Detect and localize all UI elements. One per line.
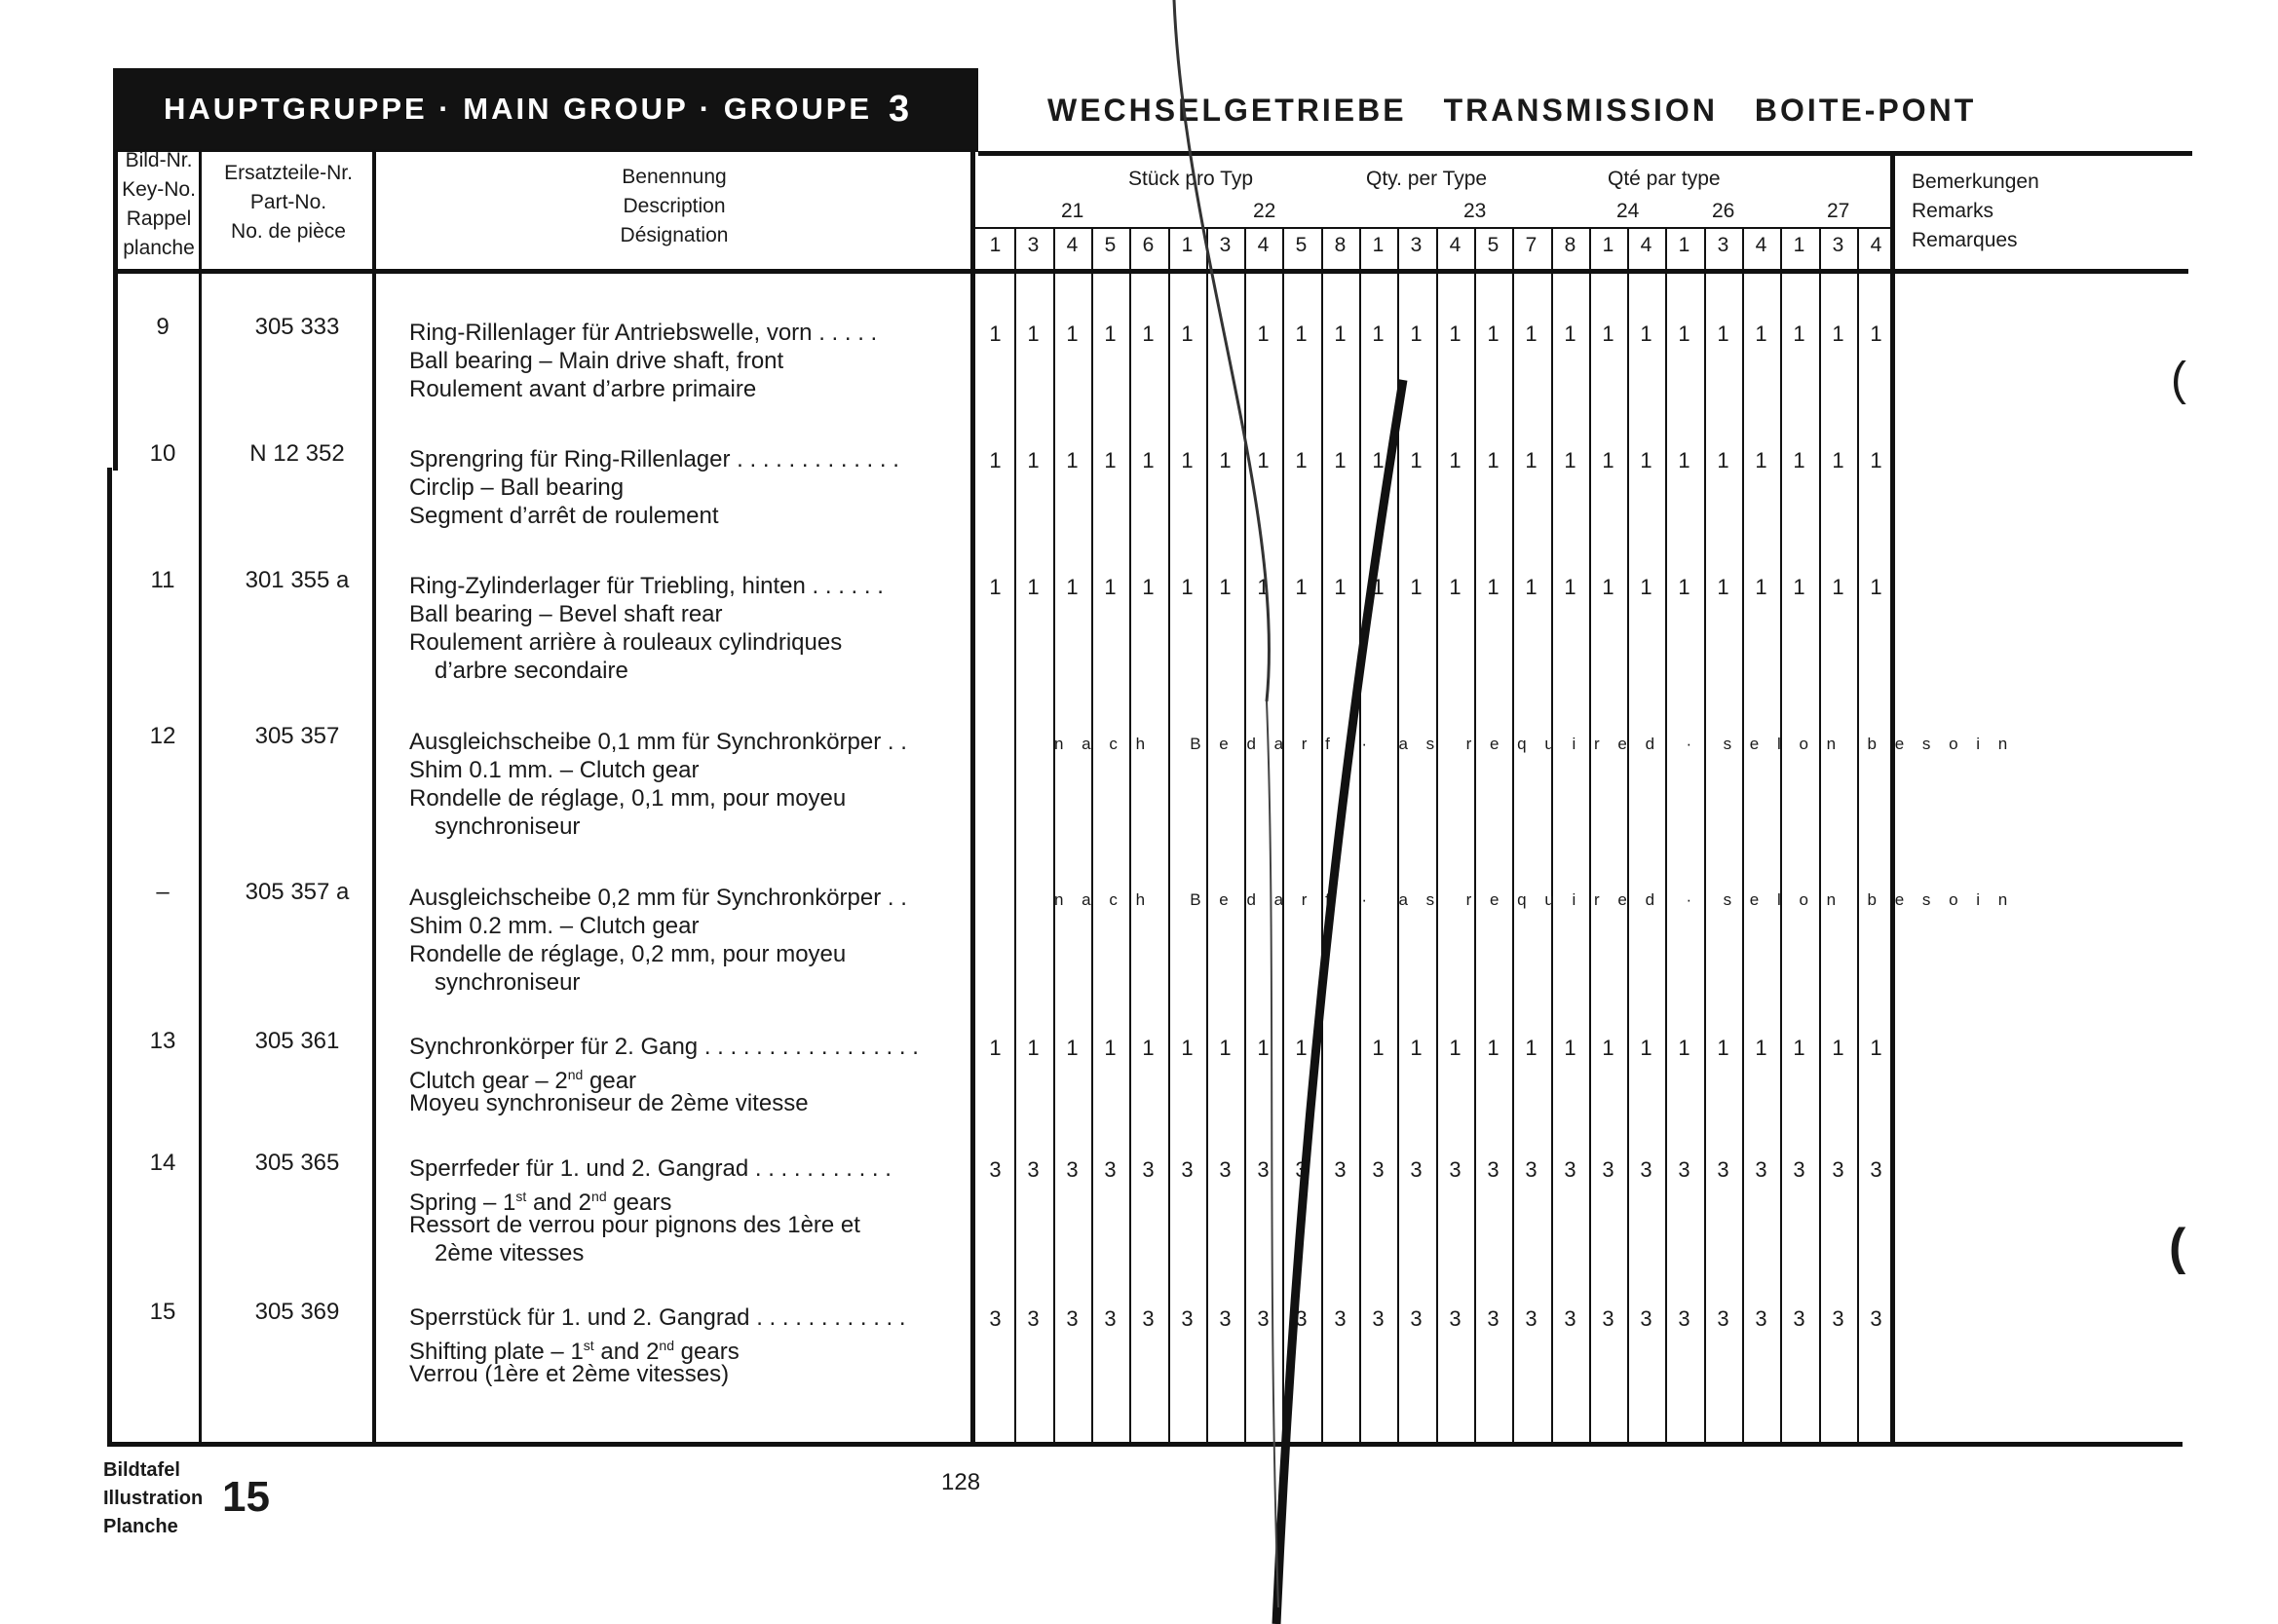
sub-column-label: 3 <box>1410 234 1423 256</box>
subcol-rule <box>974 227 1892 229</box>
description-header-fr: Désignation <box>620 224 729 246</box>
qty-value: 1 <box>1487 321 1500 346</box>
qty-value: 1 <box>1257 448 1270 472</box>
qty-value: 1 <box>1525 448 1538 472</box>
type-group-label: 22 <box>1253 200 1276 222</box>
qty-value: 1 <box>1372 1036 1385 1060</box>
qty-value: 1 <box>1295 321 1308 346</box>
row-description <box>409 728 941 841</box>
qty-col-line <box>1551 228 1553 1444</box>
sub-column-label: 3 <box>1027 234 1040 256</box>
left-border <box>113 149 118 471</box>
sub-column-label: 4 <box>1449 234 1462 256</box>
as-required-note: n a c h B e d a r f · a s r e q u i r e d · s e l o n b e s o i n <box>1054 890 2013 909</box>
qty-value: 1 <box>1870 1036 1882 1060</box>
qty-value: 3 <box>1219 1306 1232 1331</box>
qty-value: 1 <box>989 575 1002 599</box>
table-top-rule <box>113 149 978 152</box>
row-part-no: 305 333 <box>254 314 340 340</box>
qty-value: 1 <box>1410 448 1423 472</box>
qty-value: 1 <box>1640 1036 1652 1060</box>
qty-value: 1 <box>1027 448 1040 472</box>
qty-value: 1 <box>1372 321 1385 346</box>
qty-col-line <box>1397 228 1399 1444</box>
remarks-header-en: Remarks <box>1912 200 1994 222</box>
qty-value: 1 <box>1832 321 1844 346</box>
section-title-fr: BOITE-PONT <box>1754 93 1977 128</box>
qty-value: 1 <box>1219 575 1232 599</box>
qty-col-line <box>1512 228 1514 1444</box>
qty-col-line <box>1474 228 1476 1444</box>
qty-value: 3 <box>1755 1157 1767 1182</box>
qty-value: 3 <box>1717 1157 1729 1182</box>
table-bottom-rule <box>107 1442 2183 1447</box>
sub-column-label: 1 <box>989 234 1002 256</box>
qty-col-line <box>1742 228 1744 1444</box>
sub-column-label: 6 <box>1142 234 1155 256</box>
qty-col-line <box>1168 228 1170 1444</box>
qty-col-line <box>1704 228 1706 1444</box>
description-line: Roulement arrière à rouleaux cylindriques <box>409 629 843 656</box>
qty-value: 3 <box>1564 1306 1576 1331</box>
qty-value: 3 <box>1793 1157 1805 1182</box>
sub-column-label: 1 <box>1793 234 1805 256</box>
qty-col-line <box>1627 228 1629 1444</box>
description-line: Sperrstück für 1. und 2. Gangrad . . . . . . . . . . . . <box>409 1304 906 1331</box>
type-group-label: 24 <box>1616 200 1640 222</box>
sub-column-label: 3 <box>1717 234 1729 256</box>
qty-value: 3 <box>1602 1157 1614 1182</box>
qty-value: 1 <box>1525 321 1538 346</box>
qty-value: 1 <box>1449 321 1462 346</box>
qty-value: 1 <box>1640 575 1652 599</box>
qty-value: 3 <box>1219 1157 1232 1182</box>
qty-value: 1 <box>1525 575 1538 599</box>
qty-value: 1 <box>1602 575 1614 599</box>
qty-value: 1 <box>1410 1036 1423 1060</box>
description-line: Segment d’arrêt de roulement <box>409 503 719 529</box>
sub-column-label: 5 <box>1104 234 1117 256</box>
description-line: 2ème vitesses <box>435 1240 585 1266</box>
description-line: Ring-Rillenlager für Antriebswelle, vorn . . . . . <box>409 320 878 346</box>
sub-column-label: 7 <box>1525 234 1538 256</box>
qty-header-fr: Qté par type <box>1608 168 1721 190</box>
left-border-lower <box>107 468 112 1446</box>
qty-value: 3 <box>1793 1306 1805 1331</box>
qty-value: 1 <box>1142 448 1155 472</box>
qty-value: 1 <box>1487 1036 1500 1060</box>
plate-label <box>103 1456 203 1541</box>
qty-value: 1 <box>1525 1036 1538 1060</box>
qty-value: 1 <box>1181 575 1194 599</box>
section-title <box>1047 93 1976 129</box>
qty-value: 1 <box>989 321 1002 346</box>
key-no-header <box>119 146 199 263</box>
qty-col-line <box>1359 228 1361 1444</box>
description-line: Ball bearing – Main drive shaft, front <box>409 348 784 374</box>
description-header-en: Description <box>623 195 726 217</box>
description-line: synchroniseur <box>435 813 581 840</box>
key-no-header-fr1: Rappel <box>126 208 192 230</box>
qty-value: 1 <box>1564 1036 1576 1060</box>
row-key-no: 14 <box>149 1150 176 1176</box>
sub-column-label: 3 <box>1832 234 1844 256</box>
group-banner <box>113 68 978 150</box>
description-line: Roulement avant d’arbre primaire <box>409 376 757 402</box>
row-key-no: 13 <box>149 1028 176 1054</box>
qty-value: 1 <box>1027 321 1040 346</box>
qty-value: 1 <box>1142 1036 1155 1060</box>
sub-column-label: 8 <box>1334 234 1347 256</box>
qty-value: 1 <box>1564 575 1576 599</box>
qty-col-line <box>1436 228 1438 1444</box>
row-key-no: 12 <box>149 723 176 749</box>
qty-col-line <box>1321 228 1323 1444</box>
qty-header-de: Stück pro Typ <box>1128 168 1254 190</box>
qty-value: 3 <box>1525 1306 1538 1331</box>
description-line: Shim 0.1 mm. – Clutch gear <box>409 757 700 783</box>
qty-value: 3 <box>1372 1157 1385 1182</box>
sub-column-label: 8 <box>1564 234 1576 256</box>
part-no-header-de: Ersatzteile-Nr. <box>224 162 353 184</box>
type-group-label: 26 <box>1712 200 1735 222</box>
row-description <box>409 319 941 403</box>
row-description <box>409 1033 941 1117</box>
qty-value: 1 <box>1678 575 1690 599</box>
qty-value: 1 <box>1410 575 1423 599</box>
type-group-label: 27 <box>1827 200 1850 222</box>
qty-value: 1 <box>1181 1036 1194 1060</box>
remarks-header-fr: Remarques <box>1912 229 2018 251</box>
part-col-divider <box>372 149 376 1445</box>
qty-value: 1 <box>1793 448 1805 472</box>
description-line: Moyeu synchroniseur de 2ème vitesse <box>409 1090 809 1116</box>
qty-value: 3 <box>1870 1306 1882 1331</box>
qty-value: 1 <box>1487 575 1500 599</box>
row-description <box>409 572 941 685</box>
row-description <box>409 1154 941 1267</box>
qty-col-line <box>1053 228 1055 1444</box>
description-line: Sprengring für Ring-Rillenlager . . . . . . . . . . . . . <box>409 446 899 472</box>
description-line: Rondelle de réglage, 0,2 mm, pour moyeu <box>409 941 847 967</box>
qty-value: 1 <box>1602 321 1614 346</box>
description-line: Ausgleichscheibe 0,2 mm für Synchronkörper . . <box>409 885 907 911</box>
sub-column-label: 1 <box>1372 234 1385 256</box>
as-required-note: n a c h B e d a r f · a s r e q u i r e d · s e l o n b e s o i n <box>1054 735 2013 753</box>
qty-col-line <box>1129 228 1131 1444</box>
qty-value: 3 <box>1257 1306 1270 1331</box>
qty-value: 3 <box>1755 1306 1767 1331</box>
qty-value: 1 <box>1602 1036 1614 1060</box>
description-line: Spring – 1st and 2nd gears <box>409 1189 672 1216</box>
qty-value: 1 <box>1602 448 1614 472</box>
row-part-no: 305 357 <box>254 723 340 749</box>
qty-value: 1 <box>1640 321 1652 346</box>
margin-mark-1: ( <box>2171 354 2186 405</box>
qty-value: 1 <box>1717 1036 1729 1060</box>
qty-value: 1 <box>1640 448 1652 472</box>
key-no-header-fr2: planche <box>123 237 195 259</box>
qty-value: 3 <box>1564 1157 1576 1182</box>
row-part-no: 305 361 <box>254 1028 340 1054</box>
sub-column-label: 4 <box>1640 234 1652 256</box>
qty-value: 1 <box>1142 321 1155 346</box>
qty-value: 1 <box>1793 575 1805 599</box>
qty-value: 3 <box>1027 1306 1040 1331</box>
description-line: Clutch gear – 2nd gear <box>409 1067 637 1094</box>
qty-value: 3 <box>1104 1306 1117 1331</box>
qty-value: 3 <box>1295 1157 1308 1182</box>
row-description <box>409 1303 941 1388</box>
qty-value: 3 <box>1410 1306 1423 1331</box>
sub-column-label: 5 <box>1295 234 1308 256</box>
qty-value: 3 <box>1602 1306 1614 1331</box>
qty-value: 3 <box>1295 1306 1308 1331</box>
description-line: Ressort de verrou pour pignons des 1ère et <box>409 1212 860 1238</box>
qty-value: 1 <box>1257 575 1270 599</box>
desc-col-divider <box>970 149 975 1445</box>
qty-value: 1 <box>1257 1036 1270 1060</box>
qty-value: 1 <box>1104 321 1117 346</box>
group-banner-text: HAUPTGRUPPE · MAIN GROUP · GROUPE <box>164 92 873 126</box>
description-line: Shifting plate – 1st and 2nd gears <box>409 1338 740 1365</box>
type-group-label: 21 <box>1061 200 1084 222</box>
qty-value: 1 <box>1104 575 1117 599</box>
qty-value: 3 <box>1640 1306 1652 1331</box>
qty-value: 1 <box>1449 448 1462 472</box>
part-no-header-fr: No. de pièce <box>231 220 346 243</box>
qty-value: 1 <box>989 1036 1002 1060</box>
qty-value: 3 <box>1717 1306 1729 1331</box>
qty-value: 3 <box>1104 1157 1117 1182</box>
qty-value: 1 <box>1295 575 1308 599</box>
qty-value: 3 <box>989 1306 1002 1331</box>
qty-value: 3 <box>1027 1157 1040 1182</box>
description-line: Ausgleichscheibe 0,1 mm für Synchronkörper . . <box>409 729 907 755</box>
description-line: Rondelle de réglage, 0,1 mm, pour moyeu <box>409 785 847 812</box>
row-description <box>409 884 941 997</box>
qty-value: 3 <box>1832 1157 1844 1182</box>
description-line: Ring-Zylinderlager für Triebling, hinten . . . . . . <box>409 573 884 599</box>
row-part-no: 305 365 <box>254 1150 340 1176</box>
sub-column-label: 1 <box>1678 234 1690 256</box>
section-title-de: WECHSELGETRIEBE <box>1047 93 1407 128</box>
qty-value: 3 <box>1870 1157 1882 1182</box>
qty-value: 1 <box>1870 575 1882 599</box>
qty-value: 1 <box>1181 448 1194 472</box>
qty-value: 3 <box>1640 1157 1652 1182</box>
description-header-de: Benennung <box>622 166 727 188</box>
sub-column-label: 4 <box>1257 234 1270 256</box>
qty-col-line <box>1819 228 1821 1444</box>
qty-value: 3 <box>1410 1157 1423 1182</box>
qty-col-line <box>1091 228 1093 1444</box>
qty-col-line <box>1780 228 1782 1444</box>
qty-value: 1 <box>1678 1036 1690 1060</box>
description-line: Verrou (1ère et 2ème vitesses) <box>409 1361 730 1387</box>
sub-column-label: 4 <box>1870 234 1882 256</box>
qty-value: 1 <box>1066 321 1079 346</box>
qty-value: 1 <box>1870 321 1882 346</box>
qty-value: 3 <box>1678 1157 1690 1182</box>
qty-value: 3 <box>1678 1306 1690 1331</box>
row-part-no: 305 369 <box>254 1299 340 1325</box>
remarks-header <box>1912 168 2039 255</box>
qty-col-line <box>1014 228 1016 1444</box>
qty-value: 1 <box>1142 575 1155 599</box>
row-key-no: 10 <box>149 440 176 467</box>
qty-value: 1 <box>1066 1036 1079 1060</box>
qty-value: 3 <box>1066 1306 1079 1331</box>
qty-value: 1 <box>1487 448 1500 472</box>
qty-value: 3 <box>1142 1157 1155 1182</box>
qty-value: 3 <box>1449 1157 1462 1182</box>
qty-value: 1 <box>1066 448 1079 472</box>
row-part-no: 301 355 a <box>245 567 350 593</box>
description-line: Circlip – Ball bearing <box>409 474 625 501</box>
qty-value: 3 <box>1487 1306 1500 1331</box>
table-top-rule-right <box>978 151 2192 156</box>
qty-value: 3 <box>1181 1306 1194 1331</box>
row-key-no: 11 <box>150 567 175 593</box>
page-number: 128 <box>941 1469 981 1495</box>
qty-col-line <box>1665 228 1667 1444</box>
row-key-no: 9 <box>156 314 170 340</box>
qty-value: 1 <box>1717 575 1729 599</box>
sub-column-label: 3 <box>1219 234 1232 256</box>
qty-value: 1 <box>1870 448 1882 472</box>
qty-header-en: Qty. per Type <box>1366 168 1488 190</box>
qty-value: 1 <box>1334 448 1347 472</box>
key-no-header-de: Bild-Nr. <box>125 149 193 171</box>
row-part-no: N 12 352 <box>249 440 345 467</box>
qty-col-line <box>1857 228 1859 1444</box>
qty-value: 1 <box>1564 321 1576 346</box>
description-line: Ball bearing – Bevel shaft rear <box>409 601 723 627</box>
qty-value: 3 <box>1487 1157 1500 1182</box>
qty-value: 1 <box>989 448 1002 472</box>
part-no-header <box>205 159 372 246</box>
row-key-no: – <box>156 879 170 905</box>
description-line: synchroniseur <box>435 969 581 996</box>
qty-value: 3 <box>1066 1157 1079 1182</box>
qty-value: 3 <box>1449 1306 1462 1331</box>
header-bottom-rule <box>113 269 2188 274</box>
qty-value: 1 <box>1678 321 1690 346</box>
sub-column-label: 1 <box>1602 234 1614 256</box>
qty-value: 1 <box>1410 321 1423 346</box>
description-line: Shim 0.2 mm. – Clutch gear <box>409 913 700 939</box>
section-title-en: TRANSMISSION <box>1443 93 1718 128</box>
qty-value: 1 <box>1295 1036 1308 1060</box>
qty-value: 1 <box>1372 448 1385 472</box>
qty-value: 1 <box>1755 448 1767 472</box>
qty-value: 1 <box>1832 1036 1844 1060</box>
qty-col-line <box>1589 228 1591 1444</box>
key-no-header-en: Key-No. <box>122 178 196 201</box>
plate-label-de: Bildtafel <box>103 1459 180 1481</box>
qty-value: 1 <box>1755 321 1767 346</box>
qty-value: 1 <box>1372 575 1385 599</box>
qty-value: 1 <box>1832 575 1844 599</box>
type-group-label: 23 <box>1463 200 1487 222</box>
qty-value: 1 <box>1678 448 1690 472</box>
qty-value: 3 <box>1372 1306 1385 1331</box>
description-line: Synchronkörper für 2. Gang . . . . . . . . . . . . . . . . . <box>409 1034 919 1060</box>
sub-column-label: 4 <box>1066 234 1079 256</box>
qty-col-line <box>1282 228 1284 1444</box>
qty-value: 3 <box>1142 1306 1155 1331</box>
qty-value: 1 <box>1104 448 1117 472</box>
qty-value: 1 <box>1449 1036 1462 1060</box>
qty-value: 1 <box>1793 1036 1805 1060</box>
remarks-header-de: Bemerkungen <box>1912 170 2039 193</box>
sub-column-label: 1 <box>1181 234 1194 256</box>
description-header <box>380 163 968 250</box>
qty-value: 1 <box>1066 575 1079 599</box>
key-col-divider <box>199 149 202 1445</box>
qty-value: 1 <box>1717 321 1729 346</box>
sub-column-label: 4 <box>1755 234 1767 256</box>
qty-value: 1 <box>1793 321 1805 346</box>
qty-value: 1 <box>1832 448 1844 472</box>
qty-value: 1 <box>1219 448 1232 472</box>
qty-value: 1 <box>1449 575 1462 599</box>
qty-col-line <box>1206 228 1208 1444</box>
qty-value: 1 <box>1717 448 1729 472</box>
qty-value: 1 <box>1181 321 1194 346</box>
sub-column-label: 5 <box>1487 234 1500 256</box>
qty-value: 3 <box>1334 1157 1347 1182</box>
qty-value: 3 <box>1525 1157 1538 1182</box>
qty-value: 1 <box>1564 448 1576 472</box>
part-no-header-en: Part-No. <box>249 191 327 213</box>
qty-value: 1 <box>1334 321 1347 346</box>
qty-value: 1 <box>1755 575 1767 599</box>
plate-label-en: Illustration <box>103 1488 204 1509</box>
qty-value: 1 <box>1257 321 1270 346</box>
qty-value: 3 <box>1832 1306 1844 1331</box>
qty-value: 3 <box>989 1157 1002 1182</box>
row-part-no: 305 357 a <box>245 879 350 905</box>
qty-value: 1 <box>1027 1036 1040 1060</box>
margin-mark-2: ( <box>2169 1219 2186 1275</box>
plate-number: 15 <box>222 1473 270 1521</box>
qty-value: 1 <box>1295 448 1308 472</box>
description-line: Sperrfeder für 1. und 2. Gangrad . . . . . . . . . . . <box>409 1155 892 1182</box>
row-key-no: 15 <box>149 1299 176 1325</box>
qty-col-line <box>1244 228 1246 1444</box>
qty-value: 1 <box>1334 575 1347 599</box>
row-description <box>409 445 941 530</box>
qty-value: 1 <box>1027 575 1040 599</box>
plate-label-fr: Planche <box>103 1516 178 1537</box>
qty-value: 1 <box>1219 1036 1232 1060</box>
group-number: 3 <box>889 88 913 130</box>
qty-value: 1 <box>1755 1036 1767 1060</box>
qty-value: 1 <box>1104 1036 1117 1060</box>
qty-value: 3 <box>1181 1157 1194 1182</box>
qty-value: 3 <box>1257 1157 1270 1182</box>
description-line: d’arbre secondaire <box>435 658 628 684</box>
qty-value: 3 <box>1334 1306 1347 1331</box>
